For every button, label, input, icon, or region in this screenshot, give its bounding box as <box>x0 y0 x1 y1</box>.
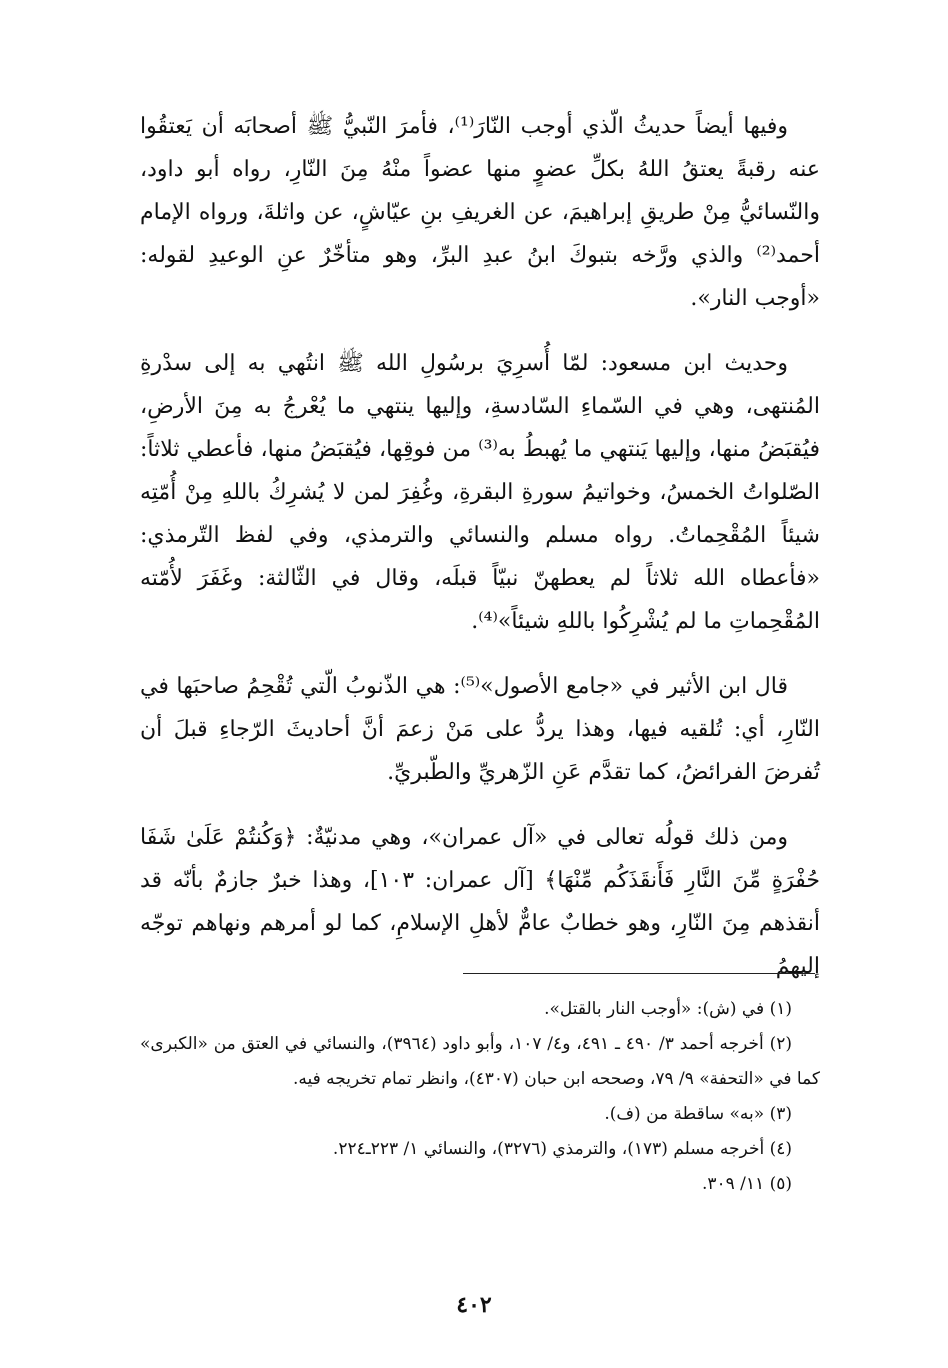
footnotes <box>140 992 820 1202</box>
footnote-2: (٢) أخرجه أحمد ٣/ ٤٩٠ ـ ٤٩١، و٤/ ١٠٧، وأبو داود (٣٩٦٤)، والنسائي في العتق من «الكبرى» كما في «التحفة» ٩/ ٧٩، وصححه ابن حبان (٤٣٠٧)، وانظر تمام تخريجه فيه. <box>140 1034 820 1089</box>
paragraph-1: وفيها أيضاً حديثُ الّذي أوجب النّارَ⁽¹⁾، فأمرَ النّبيُّ ﷺ أصحابَه أن يَعتقُوا عنه رقبةً يعتقُ اللهُ بكلِّ عضوٍ منها عضواً منْهُ مِنَ النّارِ، رواه أبو داود، والنّسائيُّ مِنْ طريقِ إبراهيمَ، عن الغريفِ بنِ عيّاشٍ، عن واثلةَ، ورواه الإمام أحمد⁽²⁾ والذي ورَّخه بتبوكَ ابنُ عبدِ البرِّ، وهو متأخّرٌ عنِ الوعيدِ لقوله: «أوجب النار». <box>140 114 820 311</box>
paragraph-2: وحديث ابن مسعود: لمّا أُسرِيَ برسُولِ الله ﷺ انتُهي به إلى سدْرةِ المُنتهى، وهي في السّماءِ السّادسةِ، وإليها ينتهي ما يُعْرجُ به مِنَ الأرضِ، فيُقبَضُ منها، وإليها يَنتهي ما يُهبطُ به⁽³⁾ من فوقِها، فيُقبَضُ منها، فأعطي ثلاثاً: الصّلواتُ الخمسُ، وخواتيمُ سورةِ البقرةِ، وغُفِرَ لمن لا يُشرِكُ باللهِ مِنْ أُمّتِه شيئاً المُقْحِماتُ. رواه مسلم والنسائي والترمذي، وفي لفظ التّرمذي: «فأعطاه الله ثلاثاً لم يعطهنّ نبيّاً قبلَه، وقال في الثّالثة: وغَفَرَ لأُمّته المُقْحِماتِ ما لم يُشْرِكُوا باللهِ شيئاً»⁽⁴⁾. <box>140 351 820 634</box>
footnote-3: (٣) «به» ساقطة من (ف). <box>604 1104 792 1124</box>
page-number: ٤٠٢ <box>456 1292 492 1318</box>
footnote-4: (٤) أخرجه مسلم (١٧٣)، والترمذي (٣٢٧٦)، والنسائي ١/ ٢٢٣ـ٢٢٤. <box>332 1139 792 1159</box>
paragraph-4: ومن ذلك قولُه تعالى في «آل عمران»، وهي مدنيّةٌ: ﴿وَكُنتُمْ عَلَىٰ شَفَا حُفْرَةٍ مِّنَ النَّارِ فَأَنقَذَكُم مِّنْهَا﴾ [آل عمران: ١٠٣]، وهذا خبرٌ جازمٌ بأنّه قد أنقذهم مِنَ النّارِ، وهو خطابٌ عامٌّ لأهلِ الإسلامِ، كما لو أمرهم ونهاهم توجّه إليهمُ <box>140 825 820 979</box>
footnote-separator <box>463 973 815 974</box>
footnote-5: (٥) ١١/ ٣٠٩. <box>701 1174 792 1194</box>
paragraph-3: قال ابن الأثير في «جامع الأصول»⁽⁵⁾: هي الذّنوبُ الّتي تُقْحِمُ صاحبَها في النّارِ، أي: تُلقيه فيها، وهذا يردُّ على مَنْ زعمَ أنَّ أحاديثَ الرّجاءِ قبلَ أن تُفرضَ الفرائضُ، كما تقدَّم عَنِ الزّهريِّ والطّبريِّ. <box>140 674 820 785</box>
main-text <box>140 105 820 1010</box>
footnote-1: (١) في (ش): «أوجب النار بالقتل». <box>544 999 792 1019</box>
